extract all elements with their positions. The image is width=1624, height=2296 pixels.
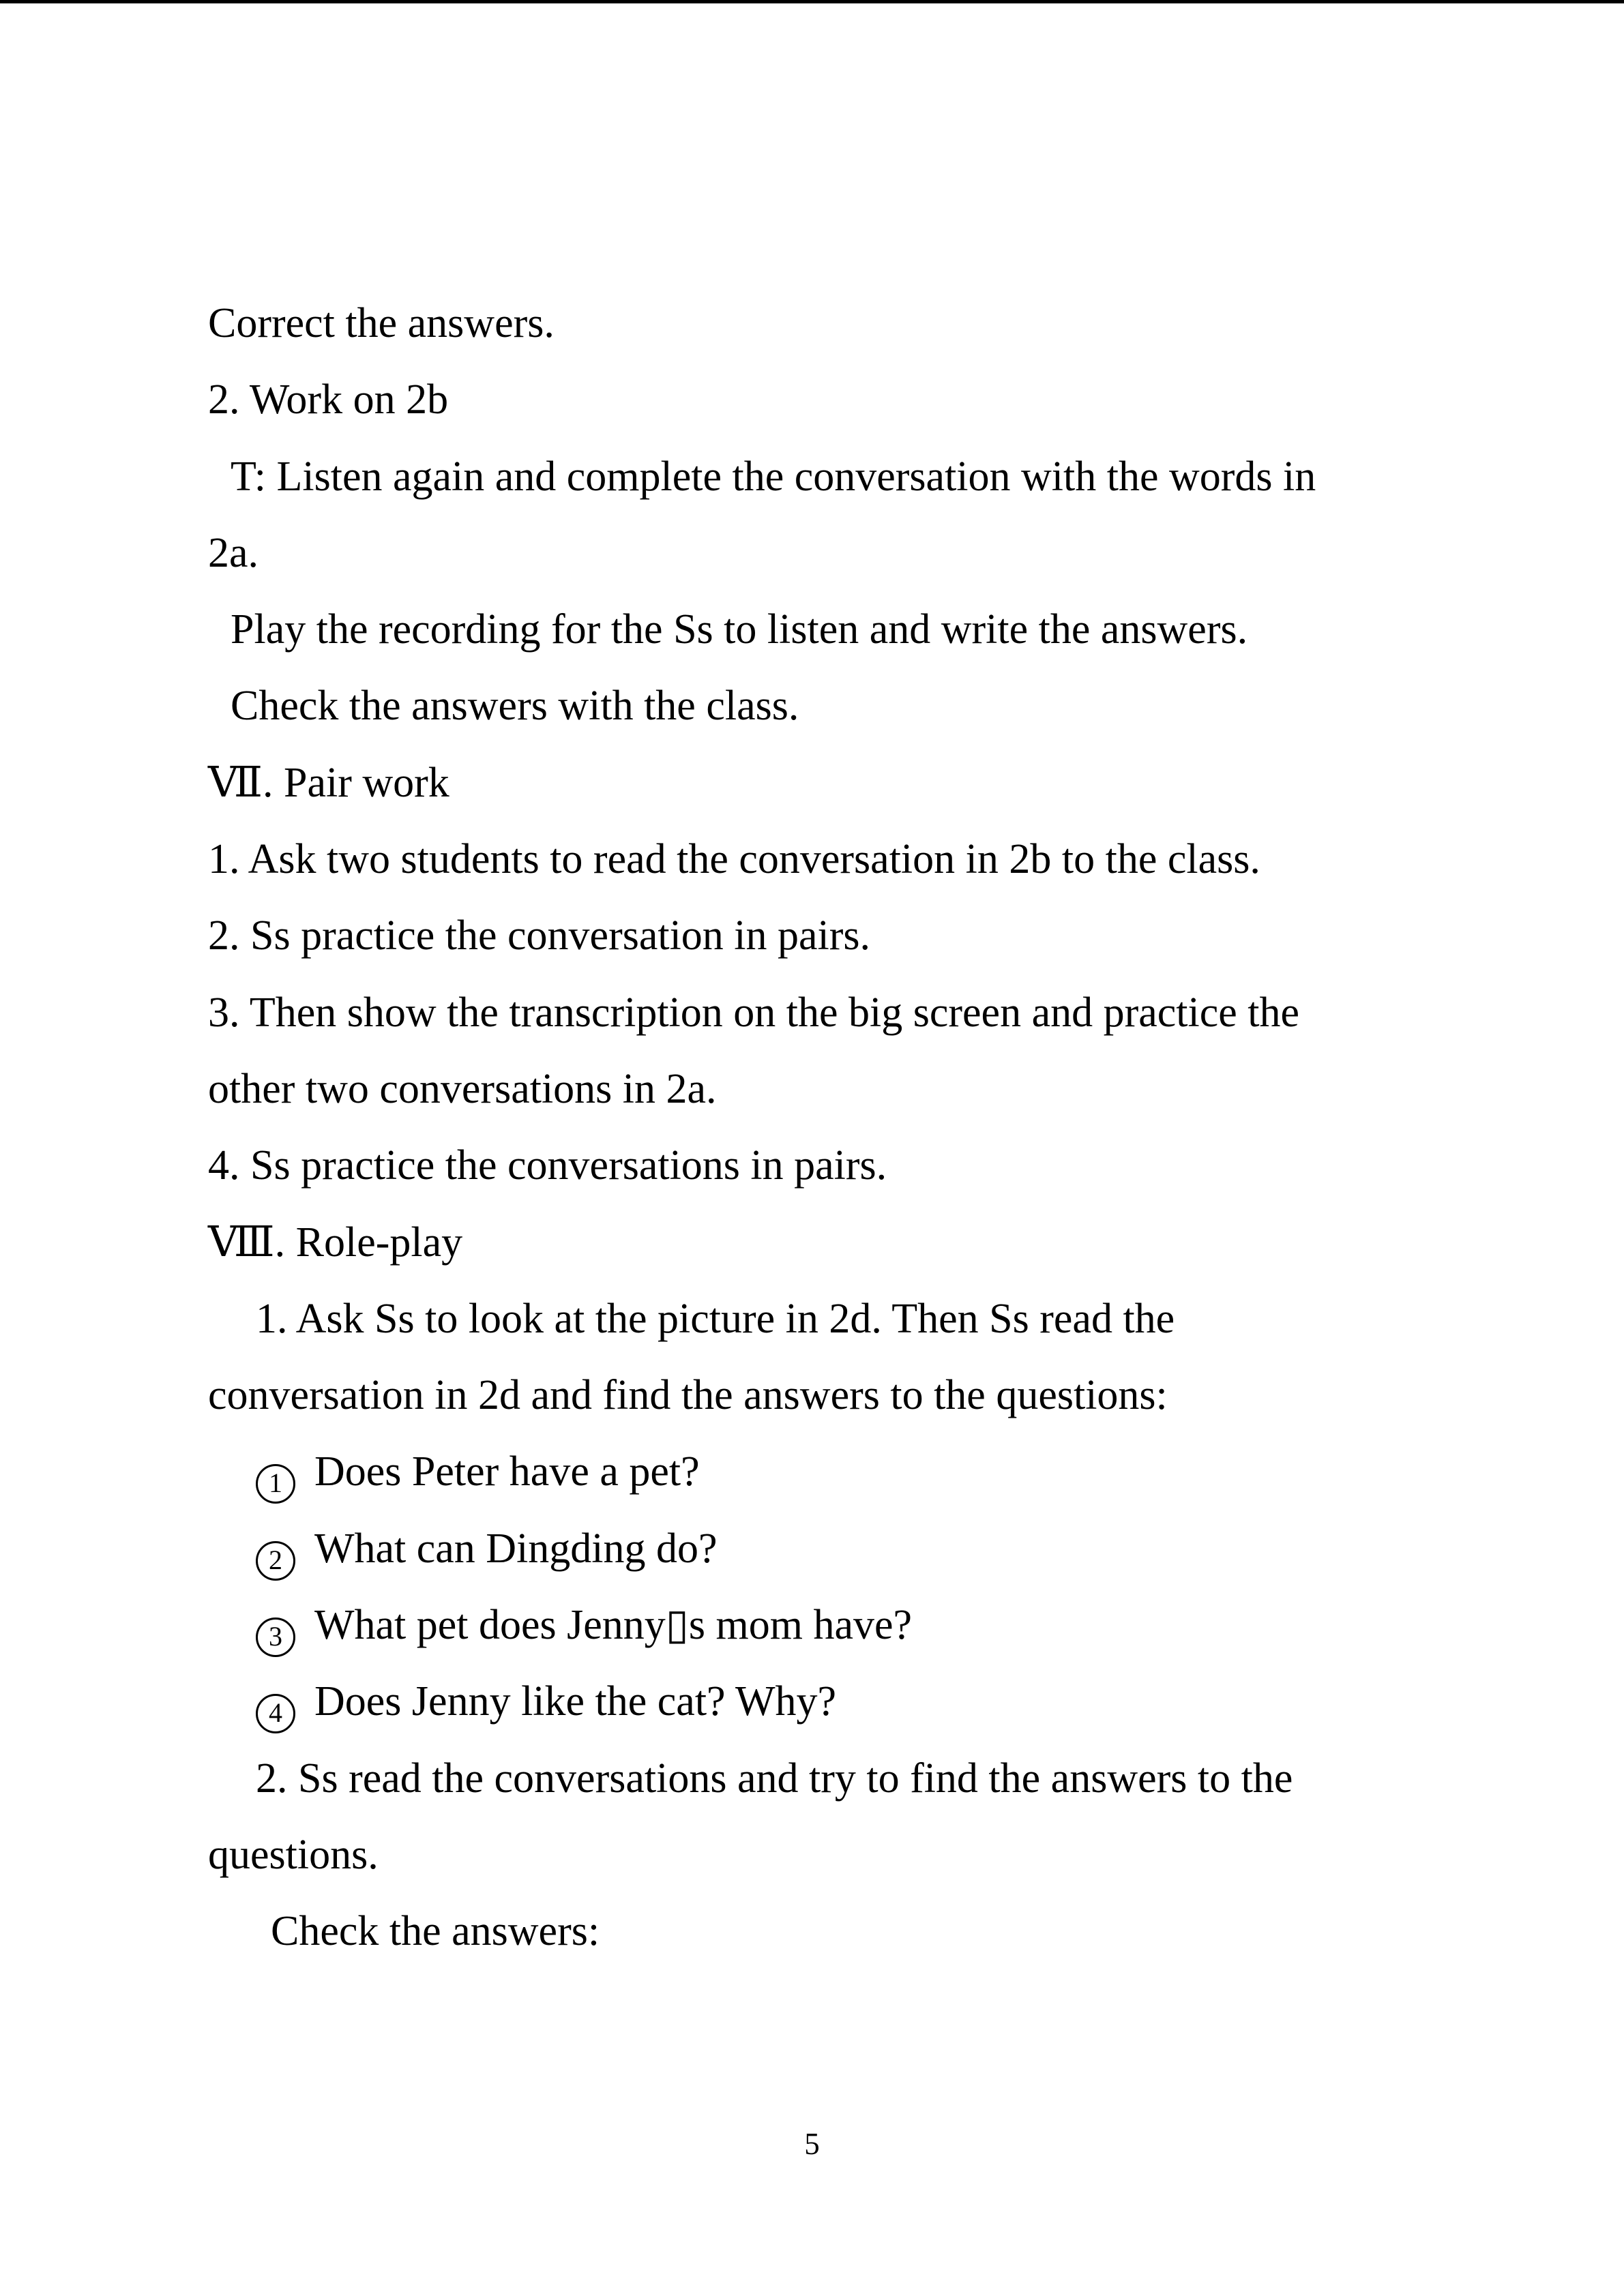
circled-number: 4: [256, 1694, 295, 1733]
question-text: Does Jenny like the cat? Why?: [314, 1678, 836, 1725]
text-line: Play the recording for the Ss to listen and write the answers.: [231, 606, 1248, 653]
text-line: 1. Ask Ss to look at the picture in 2d. Then Ss read the: [256, 1295, 1175, 1342]
question-item: [256, 1433, 1624, 1510]
question-item: [256, 1510, 1624, 1587]
text-line: 2a.: [208, 529, 259, 576]
text-line: Correct the answers.: [208, 300, 555, 346]
text-line: other two conversations in 2a.: [208, 1065, 717, 1112]
text-line: Check the answers:: [271, 1908, 600, 1955]
text-line: 1. Ask two students to read the conversation in 2b to the class.: [208, 836, 1260, 883]
text-line: questions.: [208, 1831, 379, 1878]
text-line: conversation in 2d and find the answers to the questions:: [208, 1372, 1168, 1419]
document-body: [208, 285, 1624, 1970]
text-line: 2. Work on 2b: [208, 376, 449, 423]
text-line: 2. Ss practice the conversation in pairs.: [208, 912, 871, 959]
text-line: 3. Then show the transcription on the big screen and practice the: [208, 989, 1300, 1036]
page-number: 5: [804, 2127, 820, 2161]
circled-number: 1: [256, 1464, 295, 1504]
section-heading-role-play: Ⅷ. Role-play: [208, 1219, 463, 1266]
circled-number: 2: [256, 1541, 295, 1581]
question-text: What can Dingding do?: [314, 1525, 718, 1572]
question-text: Does Peter have a pet?: [314, 1448, 700, 1495]
page-top-border: [0, 0, 1624, 3]
text-line: 2. Ss read the conversations and try to find the answers to the: [256, 1755, 1293, 1802]
text-line: T: Listen again and complete the conversation with the words in: [231, 453, 1316, 500]
question-text: What pet does Jenny▯s mom have?: [314, 1602, 913, 1649]
circled-number: 3: [256, 1617, 295, 1657]
text-line: 4. Ss practice the conversations in pairs.: [208, 1142, 887, 1189]
section-heading-pair-work: Ⅶ. Pair work: [208, 759, 449, 806]
question-item: [256, 1663, 1624, 1740]
question-item: [256, 1587, 1624, 1663]
text-line: Check the answers with the class.: [231, 683, 799, 730]
